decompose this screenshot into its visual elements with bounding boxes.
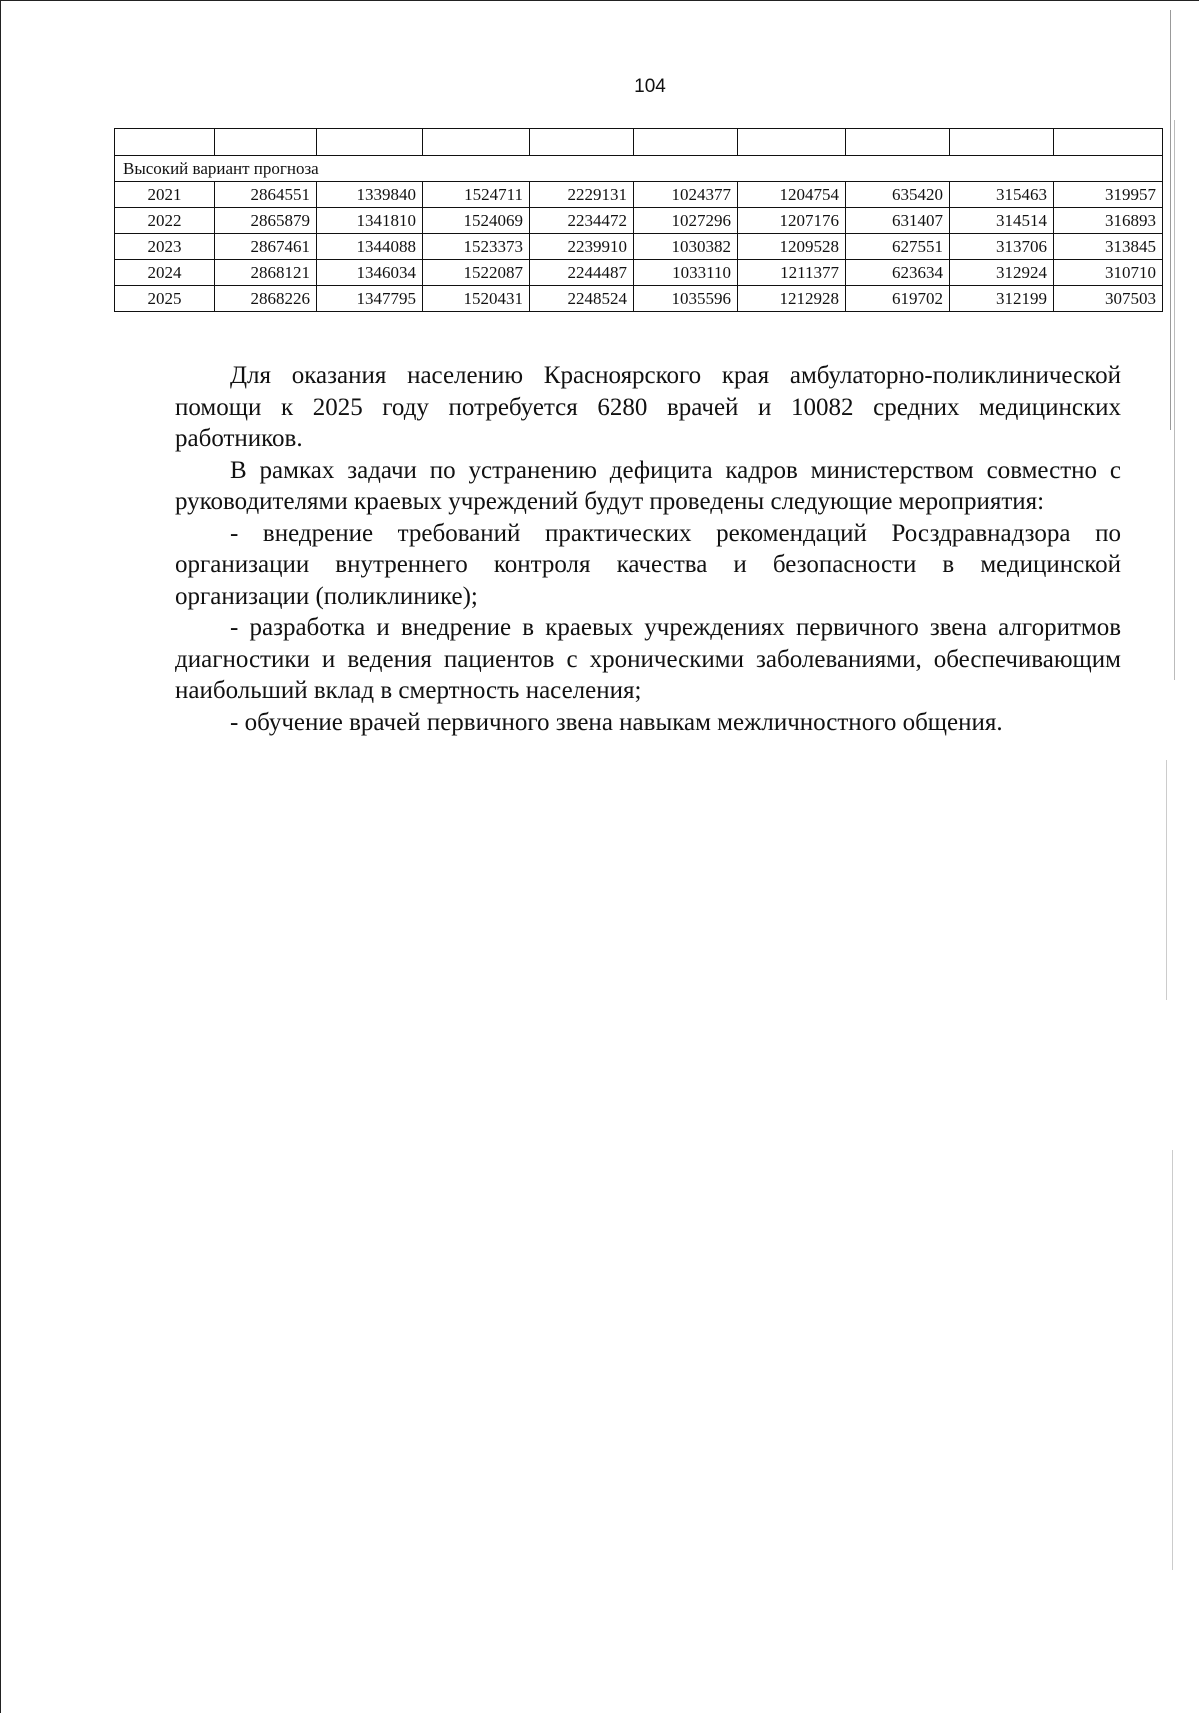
value-cell: 312924	[950, 260, 1054, 286]
table-row	[115, 260, 1163, 286]
value-cell: 314514	[950, 208, 1054, 234]
value-cell: 2229131	[530, 182, 634, 208]
value-cell: 1211377	[738, 260, 846, 286]
value-cell: 635420	[846, 182, 950, 208]
value-cell: 1204754	[738, 182, 846, 208]
value-cell: 1524711	[423, 182, 530, 208]
value-cell: 1033110	[634, 260, 738, 286]
value-cell: 2864551	[215, 182, 317, 208]
value-cell: 2248524	[530, 286, 634, 312]
value-cell: 2868226	[215, 286, 317, 312]
value-cell: 2244487	[530, 260, 634, 286]
table-row	[115, 208, 1163, 234]
value-cell: 315463	[950, 182, 1054, 208]
value-cell: 1523373	[423, 234, 530, 260]
paragraph: В рамках задачи по устранению дефицита кадров министерством совместно с руководителями краевых учреждений будут проведены следующие мероприятия:	[175, 456, 1121, 515]
year-cell: 2023	[115, 234, 215, 260]
value-cell: 2865879	[215, 208, 317, 234]
value-cell: 2867461	[215, 234, 317, 260]
value-cell: 1207176	[738, 208, 846, 234]
value-cell: 2239910	[530, 234, 634, 260]
value-cell: 1344088	[317, 234, 423, 260]
table-row	[115, 182, 1163, 208]
value-cell: 313706	[950, 234, 1054, 260]
value-cell: 319957	[1054, 182, 1163, 208]
value-cell: 1347795	[317, 286, 423, 312]
list-item: - обучение врачей первичного звена навыкам межличностного общения.	[230, 708, 1003, 736]
value-cell: 1030382	[634, 234, 738, 260]
body-text	[175, 360, 1121, 738]
value-cell: 1027296	[634, 208, 738, 234]
value-cell: 2868121	[215, 260, 317, 286]
forecast-table	[114, 128, 1163, 312]
value-cell: 627551	[846, 234, 950, 260]
year-cell: 2025	[115, 286, 215, 312]
value-cell: 316893	[1054, 208, 1163, 234]
list-item: - внедрение требований практических рекомендаций Росздравнадзора по организации внутреннего контроля качества и безопасности в медицинской организации (поликлинике);	[175, 519, 1121, 610]
table-row	[115, 234, 1163, 260]
value-cell: 1035596	[634, 286, 738, 312]
value-cell: 313845	[1054, 234, 1163, 260]
table-header-row-empty	[115, 129, 1163, 156]
value-cell: 310710	[1054, 260, 1163, 286]
value-cell: 307503	[1054, 286, 1163, 312]
value-cell: 1522087	[423, 260, 530, 286]
value-cell: 1212928	[738, 286, 846, 312]
table-row	[115, 286, 1163, 312]
value-cell: 1524069	[423, 208, 530, 234]
value-cell: 1520431	[423, 286, 530, 312]
value-cell: 1024377	[634, 182, 738, 208]
table-section-row	[115, 156, 1163, 182]
year-cell: 2024	[115, 260, 215, 286]
page-number: 104	[634, 76, 666, 97]
year-cell: 2021	[115, 182, 215, 208]
scan-edge-noise	[1140, 0, 1182, 1714]
paragraph: Для оказания населению Красноярского края амбулаторно-поликлинической помощи к 2025 году потребуется 6280 врачей и 10082 средних медицинских работников.	[175, 362, 1121, 452]
value-cell: 1346034	[317, 260, 423, 286]
value-cell: 2234472	[530, 208, 634, 234]
value-cell: 619702	[846, 286, 950, 312]
value-cell: 1341810	[317, 208, 423, 234]
value-cell: 1339840	[317, 182, 423, 208]
list-item: - разработка и внедрение в краевых учреждениях первичного звена алгоритмов диагностики и ведения пациентов с хроническими заболеваниями, обеспечивающим наибольший вклад в смертность населения;	[175, 614, 1121, 704]
value-cell: 623634	[846, 260, 950, 286]
year-cell: 2022	[115, 208, 215, 234]
value-cell: 631407	[846, 208, 950, 234]
section-label: Высокий вариант прогноза	[115, 156, 1163, 182]
value-cell: 1209528	[738, 234, 846, 260]
value-cell: 312199	[950, 286, 1054, 312]
